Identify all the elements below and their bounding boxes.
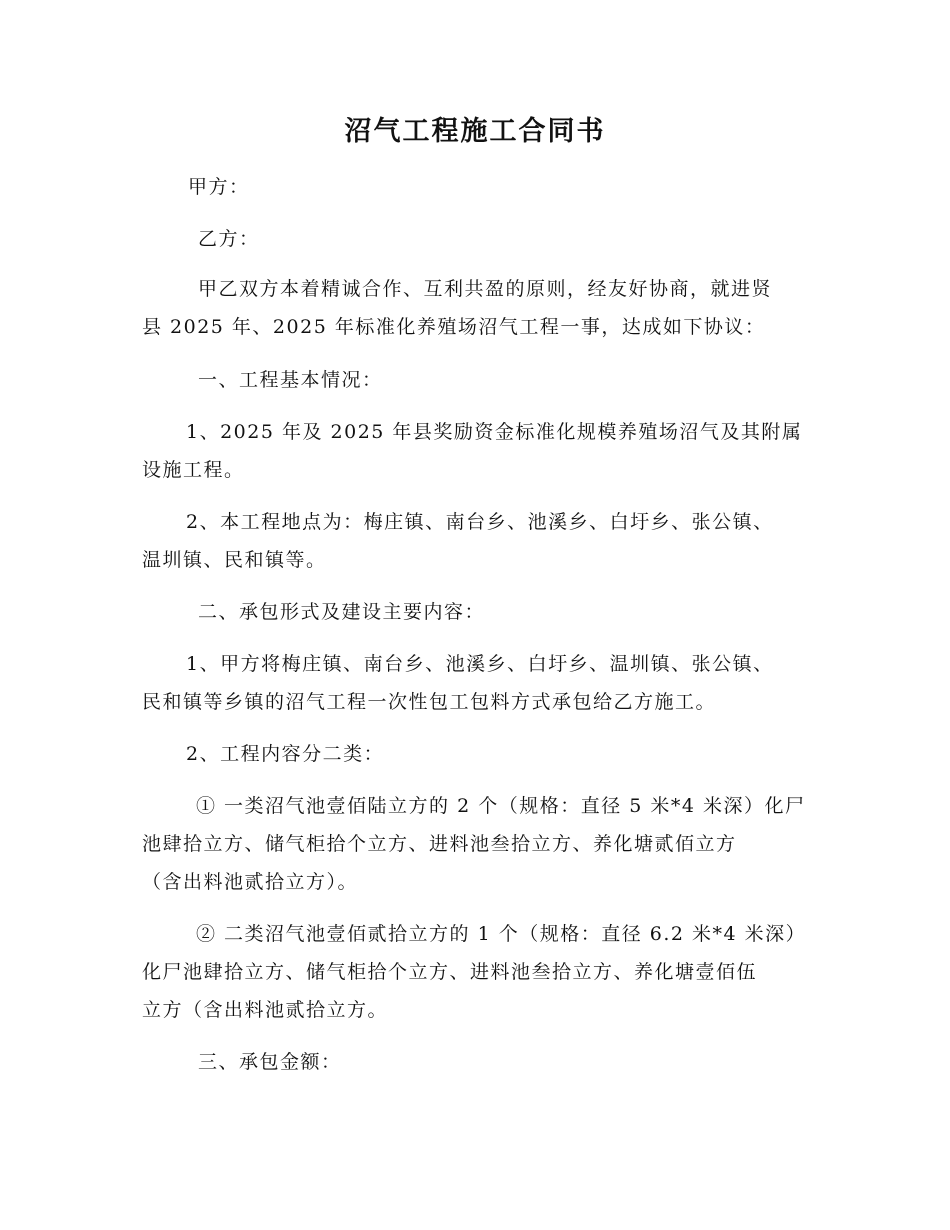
section-2-item-1-line-2: 民和镇等乡镇的沼气工程一次性包工包料方式承包给乙方施工。 <box>142 691 717 713</box>
section-1-item-1-line-2: 设施工程。 <box>142 459 245 481</box>
section-1-item-2-line-2: 温圳镇、民和镇等。 <box>142 549 327 571</box>
section-2-sub-1-line-1: ① 一类沼气池壹佰陆立方的 2 个（规格：直径 5 米*4 米深）化尸 <box>196 795 806 817</box>
section-1-item-2-line-1: 2、本工程地点为：梅庄镇、南台乡、池溪乡、白圩乡、张公镇、 <box>186 511 774 533</box>
section-2-sub-2-line-2: 化尸池肆拾立方、储气柜拾个立方、进料池叁拾立方、养化塘壹佰伍 <box>142 961 758 983</box>
section-3-heading: 三、承包金额： <box>198 1051 342 1073</box>
section-1-heading: 一、工程基本情况： <box>198 369 383 391</box>
document-title: 沼气工程施工合同书 <box>344 116 606 147</box>
section-2-sub-1-line-3: （含出料池贰拾立方）。 <box>142 871 359 893</box>
section-2-sub-2-line-1: ② 二类沼气池壹佰贰拾立方的 1 个（规格：直径 6.2 米*4 米深） <box>196 923 807 945</box>
section-2-sub-1-line-2: 池肆拾立方、储气柜拾个立方、进料池叁拾立方、养化塘贰佰立方 <box>142 833 737 855</box>
intro-line-1: 甲乙双方本着精诚合作、互利共盈的原则，经友好协商，就进贤 <box>198 278 773 300</box>
section-1-item-1-line-1: 1、2025 年及 2025 年县奖励资金标准化规模养殖场沼气及其附属 <box>186 421 803 443</box>
section-2-item-2-heading: 2、工程内容分二类： <box>186 743 385 765</box>
section-2-sub-2-line-3: 立方（含出料池贰拾立方。 <box>142 999 389 1021</box>
party-b-label: 乙方： <box>198 228 260 250</box>
intro-line-2: 县 2025 年、2025 年标准化养殖场沼气工程一事，达成如下协议： <box>142 316 766 338</box>
party-a-label: 甲方： <box>188 176 250 198</box>
section-2-heading: 二、承包形式及建设主要内容： <box>198 601 486 623</box>
section-2-item-1-line-1: 1、甲方将梅庄镇、南台乡、池溪乡、白圩乡、温圳镇、张公镇、 <box>186 653 774 675</box>
